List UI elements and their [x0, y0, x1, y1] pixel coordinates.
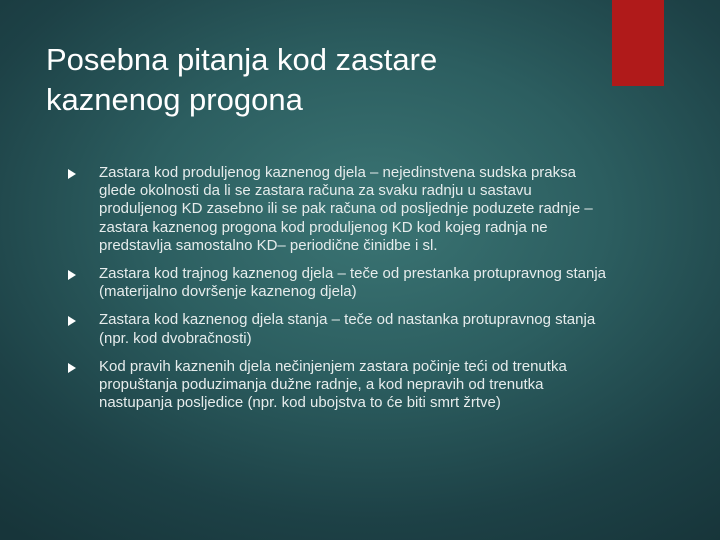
slide-title: [46, 40, 586, 120]
bullet-text: Zastara kod produljenog kaznenog djela – nejedinstvena sudska praksa glede okolnosti da li se zastara računa za svaku radnju u sastavu produljenog KD zasebno ili se pak računa od posljednje poduzete radnje – zastara kaznenog progona kod produljenog KD kod kojeg radnja ne predstavlja samostalno KD– periodične činidbe i sl.: [99, 164, 593, 254]
triangle-bullet-icon: [68, 270, 76, 280]
triangle-bullet-icon: [68, 316, 76, 326]
red-accent-bar: [612, 0, 664, 86]
bullet-list: [66, 164, 606, 422]
bullet-text: Zastara kod trajnog kaznenog djela – teče od prestanka protupravnog stanja (materijalno dovršenje kaznenog djela): [99, 265, 606, 301]
bullet-item: [66, 311, 606, 347]
bullet-item: [66, 164, 606, 255]
bullet-item: [66, 265, 606, 301]
bullet-text: Kod pravih kaznenih djela nečinjenjem zastara počinje teći od trenutka propuštanja poduzimanja dužne radnje, a kod nepravih od trenutka nastupanja posljedice (npr. kod ubojstva to će biti smrt žrtve): [99, 357, 567, 412]
bullet-item: [66, 358, 606, 413]
slide-title-line-2: kaznenog progona: [46, 82, 303, 117]
triangle-bullet-icon: [68, 169, 76, 179]
slide-title-line-1: Posebna pitanja kod zastare: [46, 42, 438, 77]
triangle-bullet-icon: [68, 363, 76, 373]
bullet-text: Zastara kod kaznenog djela stanja – teče od nastanka protupravnog stanja (npr. kod dvobračnosti): [99, 311, 596, 347]
